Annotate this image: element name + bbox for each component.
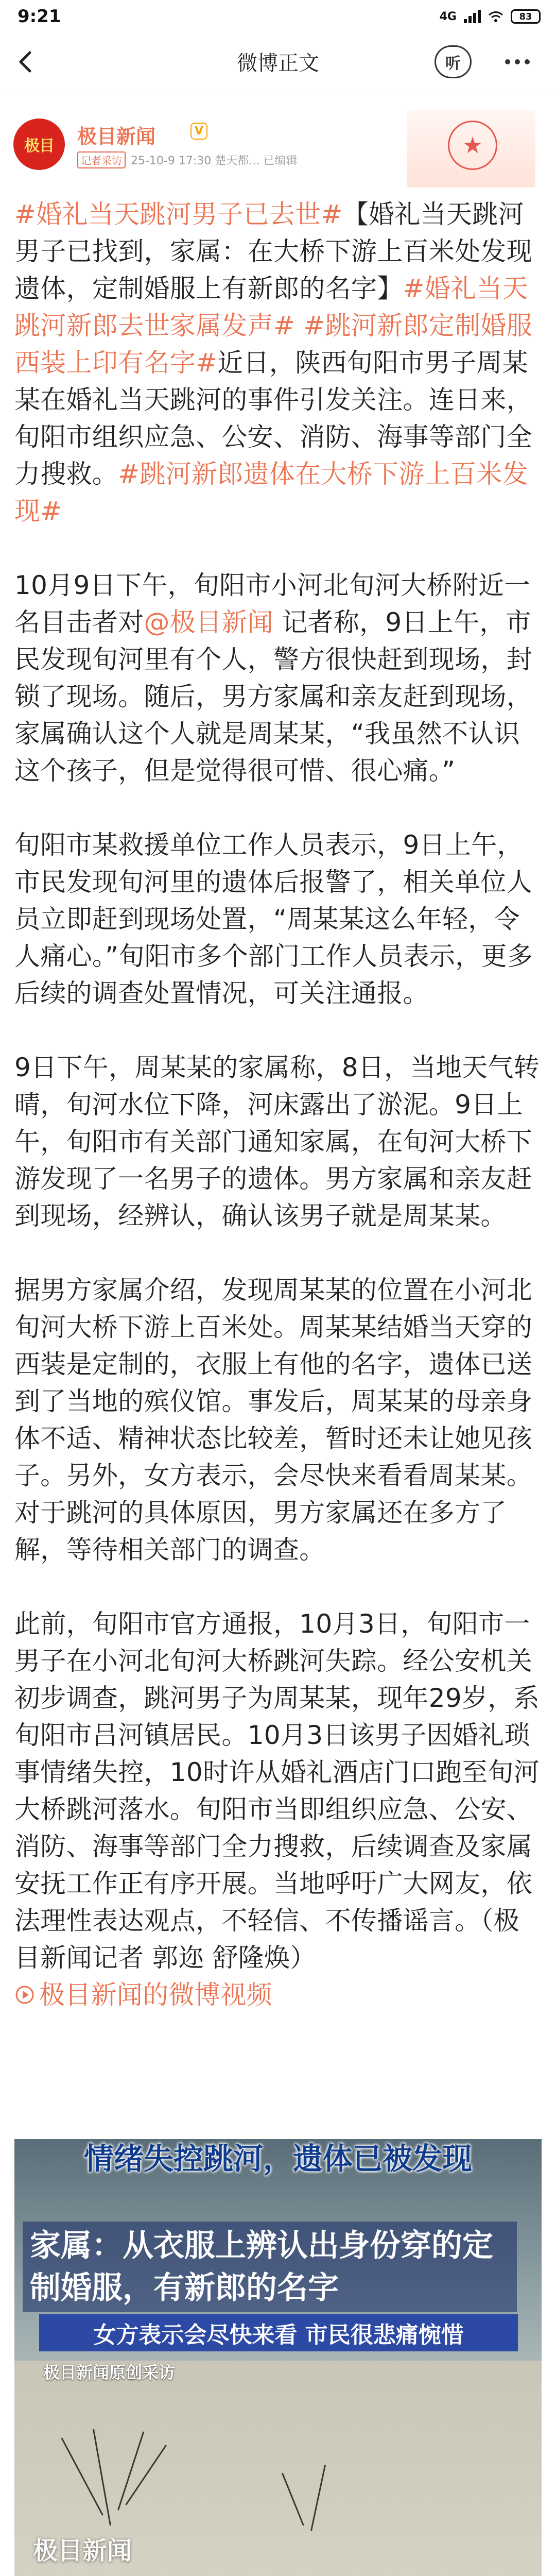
video-logo: 极目新闻 bbox=[33, 2536, 132, 2565]
paragraph-official: 此前，旬阳市官方通报，10月3日，旬阳市一男子在小河北旬河大桥跳河失踪。经公安机关初步调查，跳河男子为周某某，现年29岁，系旬阳市吕河镇居民。10月3日该男子因婚礼琐事情绪失控，10时许从婚礼酒店门口跑至旬河大桥跳河落水。旬阳市当即组织应急、公安、消防、海事等部门全力搜救，后续调查及家属安抚工作正有序开展。当地呼吁广大网友，依法理性表达观点，不轻信、不传播谣言。（极目新闻记者 郭迩 舒隆焕） bbox=[14, 1609, 540, 1973]
avatar[interactable] bbox=[13, 118, 65, 170]
hashtag-link[interactable]: #婚礼当天跳河男子已去世# bbox=[14, 199, 343, 229]
video-credit: 极目新闻原创采访 bbox=[43, 2363, 176, 2382]
verified-badge-icon: V bbox=[190, 123, 207, 140]
paragraph-family: 9日下午，周某某的家属称，8日，当地天气转晴，旬河水位下降，河床露出了淤泥。9日上午，旬阳市有关部门通知家属，在旬河大桥下游发现了一名男子的遗体。男方家属和亲友赶到现场，经辨认，确认该男子就是周某某。 bbox=[14, 1053, 540, 1231]
battery-level: 83 bbox=[519, 11, 532, 22]
battery-icon bbox=[511, 9, 541, 24]
body-text: 【婚礼当天跳河男子已找到，家属：在大桥下游上百米处发现遗体，定制婚服上有新郎的名字】 bbox=[14, 199, 532, 303]
author-meta bbox=[77, 151, 297, 168]
wifi-icon bbox=[488, 10, 503, 23]
body-text: 10月9日下午，旬阳市小河北旬河大桥附近一名目击者对 bbox=[14, 570, 530, 637]
video-family-caption: 家属：从衣服上辨认出身份穿的定制婚服，有新郎的名字 bbox=[23, 2222, 517, 2312]
hashtag-link[interactable]: #婚礼当天跳河新郎去世家属发声# bbox=[14, 274, 528, 341]
body-text: 近日，陕西旬阳市男子周某某在婚礼当天跳河的事件引发关注。连日来，旬阳市组织应急、公安、消防、海事等部门全力搜救。 bbox=[14, 348, 532, 489]
author-row bbox=[0, 108, 556, 191]
video-strip bbox=[39, 2314, 518, 2351]
hashtag-link[interactable]: #跳河新郎遗体在大桥下游上百米发现# bbox=[14, 459, 528, 526]
emblem-icon: ★ bbox=[448, 121, 497, 170]
video-link-label: 极目新闻的微博视频 bbox=[39, 1980, 272, 2010]
paragraph-witness bbox=[14, 567, 542, 789]
more-icon[interactable] bbox=[499, 46, 535, 77]
body-text: 记者称，9日上午，市民发现旬河里有个人，警方很快赶到现场，封锁了现场。随后，男方家属和亲友赶到现场，家属确认这个人就是周某某，“我虽然不认识这个孩子，但是觉得很可惜、很心痛。” bbox=[14, 607, 532, 786]
video-strip-label: 女方表示会尽快来看 市民很悲痛惋惜 bbox=[93, 2322, 464, 2348]
status-bar bbox=[0, 0, 556, 33]
listen-button[interactable] bbox=[435, 45, 472, 78]
status-icons bbox=[440, 9, 541, 24]
paragraph-details: 据男方家属介绍，发现周某某的位置在小河北旬河大桥下游上百米处。周某某结婚当天穿的西装是定制的，衣服上有他的名字，遗体已送到了当地的殡仪馆。事发后，周某某的母亲身体不适、精神状态比较差，暂时还未让她见孩子。另外，女方表示，会尽快来看看周某某。对于跳河的具体原因，男方家属还在多方了解，等待相关部门的调查。 bbox=[14, 1275, 532, 1565]
nav-bar bbox=[0, 33, 556, 90]
body-text bbox=[295, 311, 303, 341]
video-headline: 情绪失控跳河，遗体已被发现 bbox=[83, 2141, 472, 2176]
paragraph-rescue: 旬阳市某救援单位工作人员表示，9日上午，市民发现旬河里的遗体后报警了，相关单位人员立即赶到现场处置，“周某某这么年轻，令人痛心。”旬阳市多个部门工作人员表示，更多后续的调查处置情况，可关注通报。 bbox=[14, 830, 533, 1008]
reporter-tag: 记者采访 bbox=[77, 151, 126, 168]
signal-icon bbox=[464, 10, 481, 23]
back-arrow-icon[interactable] bbox=[11, 46, 42, 77]
paragraph-intro bbox=[14, 196, 542, 530]
hashtag-link[interactable]: @极目新闻 bbox=[144, 607, 273, 637]
author-banner bbox=[407, 110, 535, 188]
network-type: 4G bbox=[439, 10, 457, 23]
video-link[interactable] bbox=[14, 1976, 542, 2013]
page-title: 微博正文 bbox=[237, 51, 319, 75]
status-time: 9:21 bbox=[18, 6, 61, 27]
post-meta: 25-10-9 17:30 楚天都... 已编辑 bbox=[131, 155, 298, 167]
video-player[interactable] bbox=[14, 2139, 542, 2576]
hashtag-link[interactable]: #跳河新郎定制婚服西装上印有名字# bbox=[14, 311, 533, 378]
listen-label: 听 bbox=[445, 55, 461, 73]
avatar-text: 极目 bbox=[24, 137, 54, 155]
author-name[interactable]: 极目新闻 bbox=[77, 125, 156, 148]
video-play-icon bbox=[14, 1985, 35, 2005]
post-body bbox=[14, 196, 542, 2013]
